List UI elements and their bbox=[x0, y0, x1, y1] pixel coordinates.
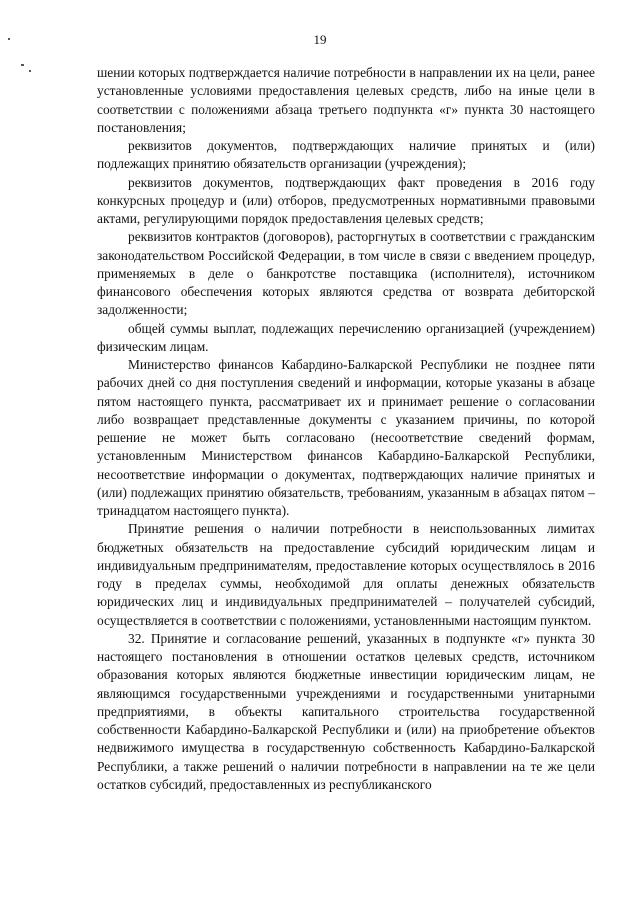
paragraph-continuation: шении которых подтверждается наличие потребности в направлении их на цели, ранее установленные условиями предоставления целевых средств, либо на иные цели в соответствии с положениями абзаца третьего подпункта «г» пункта 30 настоящего постановления; bbox=[97, 65, 595, 135]
paragraph-4: реквизитов контрактов (договоров), расторгнутых в соответствии с гражданским законодательством Российской Федерации, в том числе в связи с введением процедур, применяемых в деле о банкротстве поставщика (исполнителя), источником финансового обеспечения которых являются средства от возврата дебиторской задолженности; bbox=[97, 229, 595, 318]
paragraph-3: реквизитов документов, подтверждающих факт проведения в 2016 году конкурсных процедур и (или) отборов, предусмотренных нормативными правовыми актами, регулирующими порядок предоставления целевых средств; bbox=[97, 174, 595, 226]
scan-mark-3 bbox=[29, 70, 31, 72]
paragraph-6: Министерство финансов Кабардино-Балкарской Республики не позднее пяти рабочих дней со дня поступления сведений и информации, которые указаны в абзаце пятом настоящего пункта, рассматривает их и принимает решение о согласовании либо возвращает представленные документы с указанием причины, по которой решение не может быть согласовано (несоответствие сведений формам, установленным Министерством финансов Кабардино-Балкарской Республики, несоответствие информации о документах, подтверждающих наличие принятых и (или) подлежащих принятию обязательств, требованиям, указанным в абзацах пятом – тринадцатом настоящего пункта). bbox=[97, 357, 595, 518]
paragraph-8-item-32: 32. Принятие и согласование решений, указанных в подпункте «г» пункта 30 настоящего постановления в отношении остатков целевых средств, источником образования которых являются бюджетные инвестиции юридическим лицам, не являющимся государственными учреждениями и государственными унитарными предприятиями, в объекты капитального строительства государственной собственности Кабардино-Балкарской Республики и (или) на приобретение объектов недвижимого имущества в государственную собственность Кабардино-Балкарской Республики, а также решений о наличии потребности в направлении на те же цели остатков субсидий, предоставленных из республиканского bbox=[97, 630, 595, 792]
document-body bbox=[97, 64, 595, 794]
paragraph-5: общей суммы выплат, подлежащих перечислению организацией (учреждением) физическим лицам. bbox=[97, 320, 595, 354]
paragraph-7: Принятие решения о наличии потребности в неиспользованных лимитах бюджетных обязательств на предоставление субсидий юридическим лицам и индивидуальным предпринимателям, предоставление которых осуществлялось в 2016 году в пределах суммы, необходимой для оплаты денежных обязательств юридических лиц и индивидуальных предпринимателей – получателей субсидий, осуществляется в соответствии с положениями, установленными настоящим пунктом. bbox=[97, 521, 595, 628]
scan-mark-2 bbox=[21, 64, 24, 66]
paragraph-2: реквизитов документов, подтверждающих наличие принятых и (или) подлежащих принятию обязательств организации (учреждения); bbox=[97, 138, 595, 172]
page-number: 19 bbox=[313, 32, 327, 47]
